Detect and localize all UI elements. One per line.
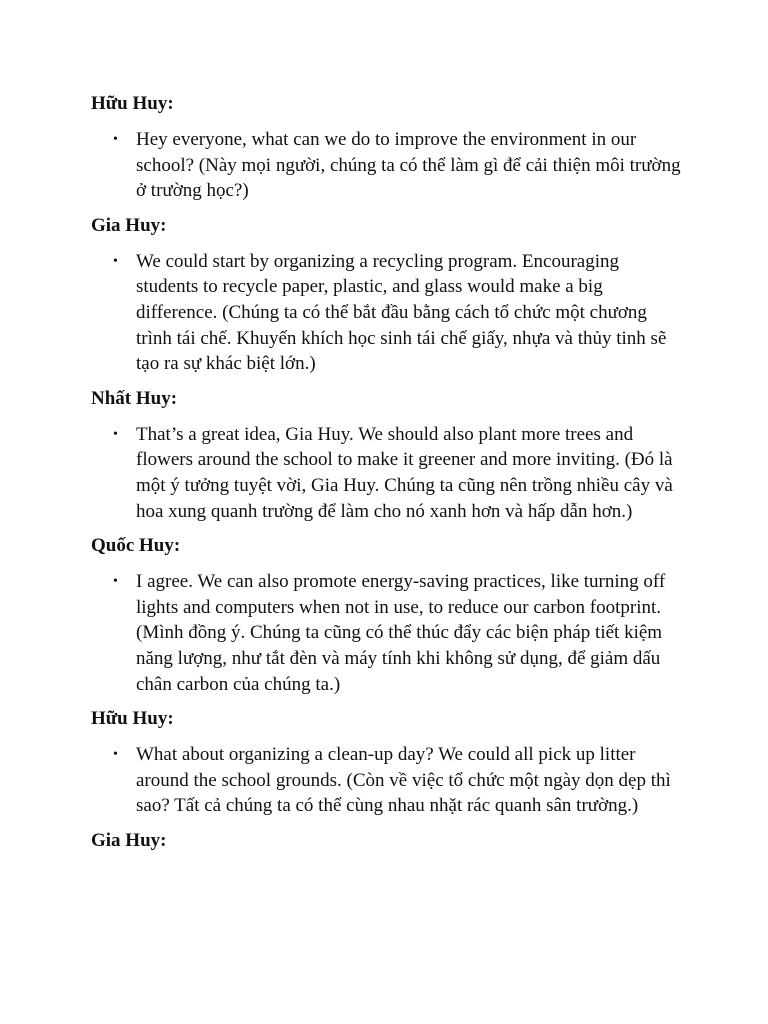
dialogue-turn [91, 828, 683, 854]
dialogue-text: We could start by organizing a recycling program. Encouraging students to recycle paper, plastic, and glass would make a big difference. (Chúng ta có thể bắt đầu bằng cách tổ chức một chương trình tái chế. Khuyến khích học sinh tái chế giấy, nhựa và thủy tinh sẽ tạo ra sự khác biệt lớn.) [136, 250, 667, 375]
dialogue-lines [91, 249, 683, 377]
bullet-icon: • [113, 426, 118, 442]
dialogue-text: What about organizing a clean-up day? We could all pick up litter around the school grounds. (Còn về việc tổ chức một ngày dọn dẹp thì sao? Tất cả chúng ta có thể cùng nhau nhặt rác quanh sân trường.) [136, 744, 671, 817]
dialogue-line [91, 422, 683, 524]
dialogue-line [91, 569, 683, 697]
speaker-name: Quốc Huy: [91, 535, 181, 557]
dialogue-turn [91, 706, 683, 819]
speaker-name: Hữu Huy: [91, 708, 174, 730]
dialogue-line [91, 742, 683, 819]
dialogue-text: I agree. We can also promote energy-saving practices, like turning off lights and computers when not in use, to reduce our carbon footprint. (Mình đồng ý. Chúng ta cũng có thể thúc đẩy các biện pháp tiết kiệm năng lượng, như tắt đèn và máy tính khi không sử dụng, để giảm dấu chân carbon của chúng ta.) [136, 571, 666, 695]
bullet-icon: • [113, 132, 118, 147]
dialogue-lines [91, 127, 683, 204]
dialogue-line [91, 127, 683, 204]
dialogue-turn [91, 386, 683, 524]
dialogue-lines [91, 422, 683, 524]
dialogue-line [91, 249, 683, 377]
bullet-icon: • [113, 253, 118, 269]
bullet-icon: • [113, 747, 118, 763]
bullet-icon: • [113, 574, 118, 590]
dialogue-lines [91, 742, 683, 819]
dialogue-turn [91, 91, 683, 204]
dialogue-turn [91, 213, 683, 377]
speaker-name: Hữu Huy: [91, 93, 174, 114]
document-page [91, 91, 683, 854]
speaker-name: Gia Huy: [91, 829, 167, 851]
dialogue-turn [91, 533, 683, 697]
speaker-name: Nhất Huy: [91, 387, 178, 409]
dialogue-text: That’s a great idea, Gia Huy. We should also plant more trees and flowers around the school to make it greener and more inviting. (Đó là một ý tưởng tuyệt vời, Gia Huy. Chúng ta cũng nên trồng nhiều cây và hoa xung quanh trường để làm cho nó xanh hơn và hấp dẫn hơn.) [136, 423, 673, 522]
speaker-name: Gia Huy: [91, 214, 167, 236]
dialogue-lines [91, 569, 683, 697]
dialogue-text: Hey everyone, what can we do to improve the environment in our school? (Này mọi người, chúng ta có thể làm gì để cải thiện môi trường ở trường học?) [136, 129, 681, 202]
